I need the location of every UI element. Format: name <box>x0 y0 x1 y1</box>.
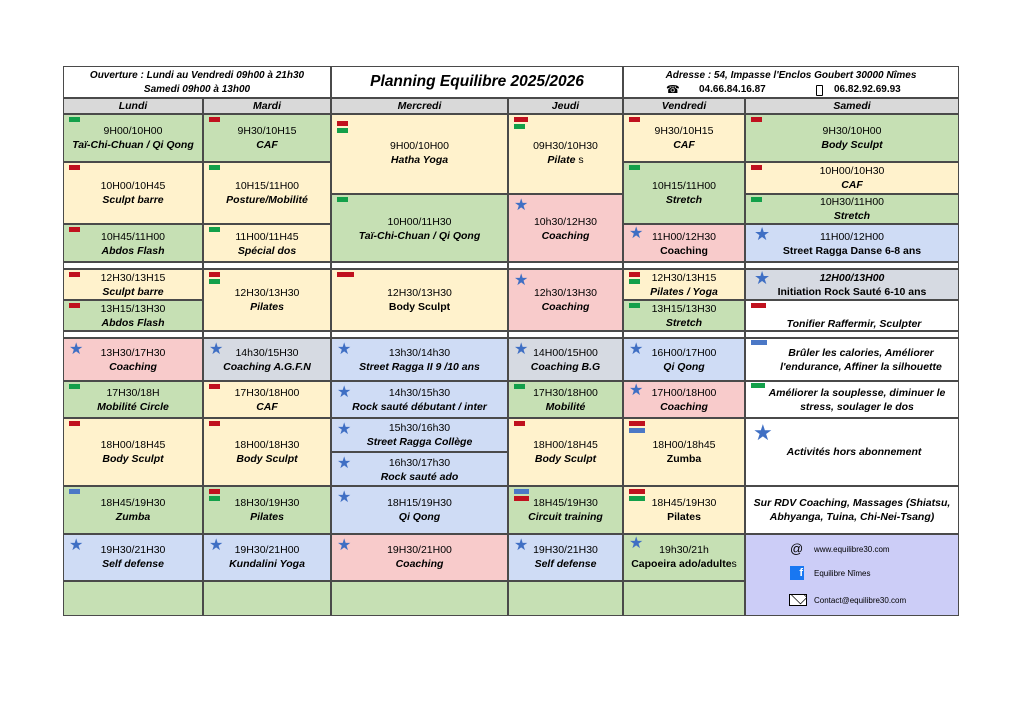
class-time: 13h30/14h30 <box>388 347 451 359</box>
class-cell <box>745 224 959 262</box>
class-cell <box>63 486 203 534</box>
class-time: 11H00/12H30 <box>651 231 717 243</box>
class-time: 10H00/10H30 <box>819 165 885 177</box>
class-name: Taï-Chi-Chuan / Qi Qong <box>72 139 194 151</box>
class-time: 15h30/16h30 <box>388 422 451 434</box>
class-time: 17H30/18H00 <box>234 387 300 399</box>
class-name: Body Sculpt <box>821 139 883 151</box>
class-time: 18H15/19H30 <box>387 497 452 509</box>
class-time: 9H00/10H00 <box>390 140 449 152</box>
class-name: Qi Qong <box>663 361 705 373</box>
class-time: 13H30/17H30 <box>100 347 166 359</box>
separator <box>623 262 745 269</box>
class-cell <box>203 338 331 381</box>
class-name: Stretch <box>833 210 871 222</box>
class-cell <box>508 381 623 418</box>
class-name: Mobilité <box>545 401 586 413</box>
red-bar-marker <box>337 272 354 277</box>
class-cell <box>203 269 331 331</box>
empty-cell <box>623 581 745 616</box>
class-time: 10H30/11H00 <box>819 196 885 208</box>
green-bar-marker <box>514 124 525 129</box>
class-name: Coaching <box>109 361 157 373</box>
class-cell <box>203 381 331 418</box>
class-name: Body Sculpt <box>388 301 451 313</box>
class-time: 10H15/11H00 <box>651 180 717 192</box>
empty-cell <box>63 581 203 616</box>
day-header-mardi: Mardi <box>203 98 331 114</box>
class-time: 19h30/21h <box>659 544 709 556</box>
class-cell <box>63 418 203 486</box>
class-cell <box>63 269 203 300</box>
facebook-icon: f <box>790 566 804 580</box>
class-cell <box>63 381 203 418</box>
star-icon: ★ <box>629 382 644 399</box>
class-name: Self defense <box>534 558 597 570</box>
class-time: 17H00/18H00 <box>651 387 717 399</box>
blue-bar-marker <box>629 428 645 433</box>
legend-blue-text: Brûler les calories, Améliorer l'endurance, Affiner la silhouette <box>780 347 942 373</box>
class-name: Pilates <box>250 511 284 523</box>
class-time: 19H30/21H00 <box>387 544 452 556</box>
class-cell <box>63 534 203 581</box>
class-cell <box>508 418 623 486</box>
class-time: 12H00/13H00 <box>819 272 885 284</box>
class-time: 16h30/17h30 <box>388 457 451 469</box>
star-icon: ★ <box>337 341 352 358</box>
day-header-vendredi: Vendredi <box>623 98 745 114</box>
class-cell <box>63 300 203 331</box>
blue-bar-marker <box>69 489 80 494</box>
class-cell <box>331 194 508 262</box>
facebook-link[interactable]: Equilibre Nîmes <box>814 569 871 578</box>
opening-line-2: Samedi 09h00 à 13h00 <box>143 84 251 95</box>
star-icon: ★ <box>754 269 771 288</box>
class-cell <box>623 269 745 300</box>
blue-bar-marker <box>751 340 767 345</box>
class-time: 11H00/11H45 <box>235 231 299 243</box>
class-time: 12H30/13H15 <box>651 272 717 284</box>
green-bar-marker <box>629 165 640 170</box>
star-icon: ★ <box>337 489 352 506</box>
class-name: Body Sculpt <box>534 453 597 465</box>
class-name: Pilates / Yoga <box>650 286 718 298</box>
class-name: Body Sculpt <box>236 453 298 465</box>
opening-hours <box>63 66 331 98</box>
separator <box>203 262 331 269</box>
day-header-mercredi: Mercredi <box>331 98 508 114</box>
phone-number: 04.66.84.16.87 <box>699 84 766 95</box>
class-time: 9H30/10H00 <box>822 125 882 137</box>
class-time: 16H00/17H00 <box>651 347 717 359</box>
mobile-number: 06.82.92.69.93 <box>834 84 901 95</box>
class-cell <box>745 194 959 224</box>
green-bar-marker <box>209 279 220 284</box>
class-time: 12H30/13H30 <box>387 287 452 299</box>
star-icon: ★ <box>209 341 224 358</box>
class-time: 18H45/19H30 <box>651 497 717 509</box>
class-time: 13H15/13H30 <box>651 303 717 315</box>
class-cell <box>331 486 508 534</box>
class-time: 12H30/13H30 <box>234 287 300 299</box>
class-name: CAF <box>256 401 278 413</box>
star-icon: ★ <box>514 341 529 358</box>
mobile-icon <box>816 85 823 96</box>
class-name: Sculpt barre <box>102 194 164 206</box>
class-time: 9H30/10H15 <box>237 125 297 137</box>
red-bar-marker <box>209 421 220 426</box>
class-name: Coaching <box>660 401 708 413</box>
class-name: Abdos Flash <box>101 317 165 329</box>
separator <box>508 331 623 338</box>
website-link[interactable]: www.equilibre30.com <box>814 545 890 554</box>
class-name: Abdos Flash <box>101 245 165 257</box>
class-name: Pilates <box>667 511 701 523</box>
class-name: Self defense <box>102 558 164 570</box>
class-name: Kundalini Yoga <box>229 558 305 570</box>
red-bar-marker <box>209 489 220 494</box>
class-cell <box>745 162 959 194</box>
star-icon: ★ <box>629 535 644 552</box>
separator <box>203 331 331 338</box>
legend-green <box>745 381 959 418</box>
class-time: 09H30/10H30 <box>533 140 598 152</box>
legend-blue <box>745 338 959 381</box>
class-time: 19H30/21H30 <box>100 544 166 556</box>
email-link[interactable]: Contact@equilibre30.com <box>814 596 907 605</box>
class-cell <box>331 338 508 381</box>
address-cell <box>623 66 959 98</box>
class-name: Sculpt barre <box>102 286 164 298</box>
red-bar-marker <box>751 303 766 308</box>
separator <box>508 262 623 269</box>
legend-red-text: Tonifier Raffermir, Sculpter <box>786 318 922 330</box>
class-name: Rock sauté débutant / inter <box>352 401 487 413</box>
empty-cell <box>508 581 623 616</box>
at-icon: @ <box>790 541 804 556</box>
class-name-suffix: s <box>578 154 584 166</box>
class-time: 10H15/11H00 <box>234 180 300 192</box>
separator <box>745 331 959 338</box>
class-name: Pilates <box>250 301 284 313</box>
class-cell <box>331 452 508 486</box>
class-cell <box>623 534 745 581</box>
green-bar-marker <box>69 117 80 122</box>
class-cell <box>331 381 508 418</box>
class-time: 11H00/12H00 <box>819 231 885 243</box>
class-name: Zumba <box>115 511 151 523</box>
class-time: 18H00/18H45 <box>100 439 166 451</box>
red-bar-marker <box>629 421 645 426</box>
class-cell <box>508 534 623 581</box>
class-time: 14h30/15H30 <box>235 347 299 359</box>
class-name: Coaching <box>541 301 590 313</box>
class-name: Circuit training <box>528 511 603 523</box>
class-time: 13H15/13H30 <box>100 303 166 315</box>
class-name: CAF <box>673 139 695 151</box>
class-name: Posture/Mobilité <box>226 194 308 206</box>
separator <box>63 262 203 269</box>
class-time: 18H00/18H30 <box>234 439 300 451</box>
class-name-line <box>509 153 622 167</box>
star-icon: ★ <box>514 272 529 289</box>
contact-box <box>745 534 959 616</box>
class-name: Coaching <box>541 230 590 242</box>
star-icon: ★ <box>337 384 352 401</box>
separator <box>331 262 508 269</box>
blue-bar-marker <box>514 489 529 494</box>
red-bar-marker <box>629 117 640 122</box>
class-time: 18H45/19H30 <box>533 497 598 509</box>
opening-line-1: Ouverture : Lundi au Vendredi 09h00 à 21h30 <box>89 70 305 81</box>
red-bar-marker <box>514 421 525 426</box>
red-bar-marker <box>337 121 348 126</box>
class-time: 9H30/10H15 <box>654 125 714 137</box>
class-cell <box>508 194 623 262</box>
class-name: Hatha Yoga <box>390 154 449 166</box>
class-time: 17H30/18H00 <box>533 387 598 399</box>
class-name: Coaching <box>660 245 708 257</box>
star-icon: ★ <box>514 537 529 554</box>
class-cell <box>508 486 623 534</box>
class-name: Zumba <box>666 453 702 465</box>
separator <box>331 331 508 338</box>
star-icon: ★ <box>753 420 773 445</box>
class-name: Spécial dos <box>237 245 297 257</box>
class-name: Mobilité Circle <box>97 401 169 413</box>
class-name: Coaching A.G.F.N <box>223 361 311 373</box>
class-name: Coaching B.G <box>530 361 601 373</box>
class-cell <box>508 269 623 331</box>
class-cell <box>331 418 508 452</box>
class-name-line <box>624 557 744 571</box>
class-cell <box>63 114 203 162</box>
separator <box>745 262 959 269</box>
day-header-lundi: Lundi <box>63 98 203 114</box>
day-header-samedi: Samedi <box>745 98 959 114</box>
red-bar-marker <box>514 117 528 122</box>
class-cell <box>203 486 331 534</box>
class-time: 18H00/18h45 <box>652 439 716 451</box>
red-bar-marker <box>209 117 220 122</box>
class-time: 14h30/15h30 <box>388 387 451 399</box>
star-icon: ★ <box>209 537 224 554</box>
class-cell <box>623 114 745 162</box>
class-cell <box>623 162 745 224</box>
red-bar-marker <box>629 489 645 494</box>
class-time: 12H30/13H15 <box>100 272 166 284</box>
green-bar-marker <box>337 128 348 133</box>
legend-red <box>745 300 959 331</box>
class-cell <box>331 114 508 194</box>
star-icon: ★ <box>629 341 644 358</box>
separator <box>63 331 203 338</box>
class-name: Stretch <box>665 194 703 206</box>
legend-star <box>745 418 959 486</box>
class-time: 10H45/11H00 <box>100 231 166 243</box>
red-bar-marker <box>209 272 220 277</box>
class-time: 19H30/21H00 <box>234 544 300 556</box>
class-cell <box>623 224 745 262</box>
class-cell <box>508 338 623 381</box>
class-name: Stretch <box>665 317 703 329</box>
class-cell <box>203 162 331 224</box>
class-time: 9H00/10H00 <box>103 125 163 137</box>
empty-cell <box>203 581 331 616</box>
class-name-suffix: s <box>731 558 737 570</box>
envelope-icon <box>789 594 807 606</box>
class-cell <box>331 534 508 581</box>
class-name: Initiation Rock Sauté 6-10 ans <box>777 286 927 298</box>
legend-green-text: Améliorer la souplesse, diminuer le stress, soulager le dos <box>768 387 946 413</box>
green-bar-marker <box>209 165 220 170</box>
class-time: 10H00/10H45 <box>100 180 166 192</box>
class-cell <box>203 534 331 581</box>
class-cell <box>203 418 331 486</box>
rdv-text: Sur RDV Coaching, Massages (Shiatsu, Abhyanga, Tuina, Chi-Nei-Tsang) <box>753 497 951 523</box>
green-bar-marker <box>337 197 348 202</box>
class-time: 10h30/12H30 <box>533 216 598 228</box>
class-time: 18H45/19H30 <box>100 497 166 509</box>
class-name: Street Ragga II 9 /10 ans <box>359 361 480 373</box>
class-name: Street Ragga Danse 6-8 ans <box>782 245 922 257</box>
class-time: 18H00/18H45 <box>533 439 598 451</box>
class-cell <box>331 269 508 331</box>
class-time: 12h30/13H30 <box>533 287 598 299</box>
class-cell <box>623 418 745 486</box>
class-name: Coaching <box>395 558 444 570</box>
legend-star-text: Activités hors abonnement <box>786 446 922 458</box>
title-cell <box>331 66 623 98</box>
star-icon: ★ <box>337 537 352 554</box>
class-cell <box>623 338 745 381</box>
rdv-info <box>745 486 959 534</box>
class-name: Qi Qong <box>398 511 441 523</box>
star-icon: ★ <box>514 197 529 214</box>
red-bar-marker <box>69 421 80 426</box>
class-cell <box>203 224 331 262</box>
empty-cell <box>331 581 508 616</box>
separator <box>623 331 745 338</box>
class-cell <box>63 224 203 262</box>
class-cell <box>745 114 959 162</box>
star-icon: ★ <box>69 341 84 358</box>
class-name: Rock sauté ado <box>380 471 459 483</box>
class-time: 18H30/19H30 <box>234 497 300 509</box>
star-icon: ★ <box>629 225 644 242</box>
class-cell <box>623 486 745 534</box>
class-name: Body Sculpt <box>102 453 164 465</box>
class-cell <box>203 114 331 162</box>
red-bar-marker <box>69 165 80 170</box>
class-time: 10H00/11H30 <box>387 216 452 228</box>
class-name: Street Ragga Collège <box>366 436 473 448</box>
class-time: 14H00/15H00 <box>533 347 598 359</box>
star-icon: ★ <box>754 224 771 244</box>
red-bar-marker <box>751 117 762 122</box>
phone-icon: ☎ <box>666 84 680 96</box>
class-cell <box>623 381 745 418</box>
class-name: CAF <box>841 179 863 191</box>
class-cell <box>623 300 745 331</box>
class-name: CAF <box>256 139 278 151</box>
class-cell <box>63 162 203 224</box>
class-time: 17H30/18H <box>106 387 160 399</box>
star-icon: ★ <box>69 537 84 554</box>
page-title: Planning Equilibre 2025/2026 <box>370 73 584 90</box>
address: Adresse : 54, Impasse l'Enclos Goubert 30000 Nîmes <box>665 70 917 81</box>
class-name: Capoeira ado/adulte <box>631 558 732 570</box>
day-header-jeudi: Jeudi <box>508 98 623 114</box>
star-icon: ★ <box>337 455 352 472</box>
class-cell <box>745 269 959 300</box>
class-name: Pilate <box>547 154 576 166</box>
class-time: 19H30/21H30 <box>533 544 598 556</box>
class-cell <box>63 338 203 381</box>
class-name: Taï-Chi-Chuan / Qi Qong <box>358 230 481 242</box>
star-icon: ★ <box>337 421 352 438</box>
class-cell <box>508 114 623 194</box>
